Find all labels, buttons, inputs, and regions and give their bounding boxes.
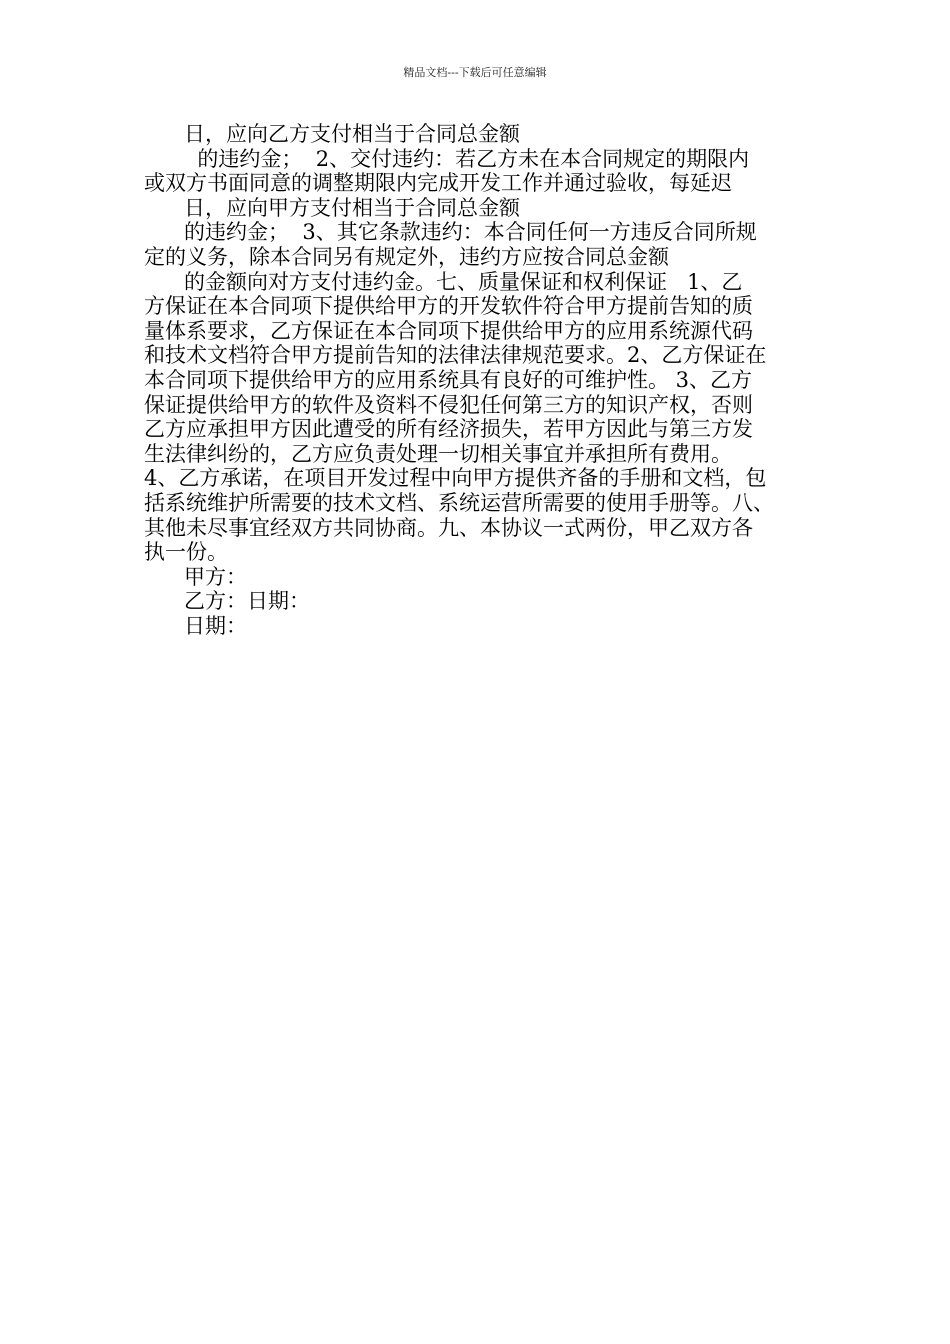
body-line: 和技术文档符合甲方提前告知的法律法律规范要求。2、乙方保证在 [144, 343, 767, 368]
document-body [144, 122, 834, 638]
body-line: 日，应向乙方支付相当于合同总金额 [144, 122, 521, 146]
page-header: 精品文档---下载后可任意编辑 [403, 66, 547, 79]
body-line: 日，应向甲方支付相当于合同总金额 [144, 195, 521, 220]
body-line: 定的义务，除本合同另有规定外，违约方应按合同总金额 [144, 244, 669, 269]
signature-party-b: 乙方：日期： [144, 589, 311, 614]
body-line: 本合同项下提供给甲方的应用系统具有良好的可维护性。 3、乙方 [144, 367, 753, 392]
body-line: 生法律纠纷的，乙方应负责处理一切相关事宜并承担所有费用。 [144, 441, 732, 466]
body-line: 方保证在本合同项下提供给甲方的开发软件符合甲方提前告知的质 [144, 294, 753, 319]
signature-party-a: 甲方： [144, 564, 248, 589]
body-line: 量体系要求，乙方保证在本合同项下提供给甲方的应用系统源代码 [144, 318, 753, 343]
body-line: 括系统维护所需要的技术文档、系统运营所需要的使用手册等。八、 [144, 490, 774, 515]
body-line: 执一份。 [144, 540, 228, 565]
body-line: 保证提供给甲方的软件及资料不侵犯任何第三方的知识产权，否则 [144, 392, 753, 417]
body-line: 的金额向对方支付违约金。七、质量保证和权利保证 1、乙 [144, 269, 743, 294]
body-line: 其他未尽事宜经双方共同协商。九、本协议一式两份，甲乙双方各 [144, 515, 753, 540]
signature-date: 日期： [144, 613, 248, 638]
body-line: 乙方应承担甲方因此遭受的所有经济损失，若甲方因此与第三方发 [144, 417, 753, 442]
body-line: 的违约金； 2、交付违约：若乙方未在本合同规定的期限内 [144, 146, 750, 171]
body-line: 4、乙方承诺，在项目开发过程中向甲方提供齐备的手册和文档，包 [144, 466, 767, 491]
body-line: 或双方书面同意的调整期限内完成开发工作并通过验收，每延迟 [144, 171, 732, 196]
body-line: 的违约金； 3、其它条款违约：本合同任何一方违反合同所规 [144, 220, 757, 245]
